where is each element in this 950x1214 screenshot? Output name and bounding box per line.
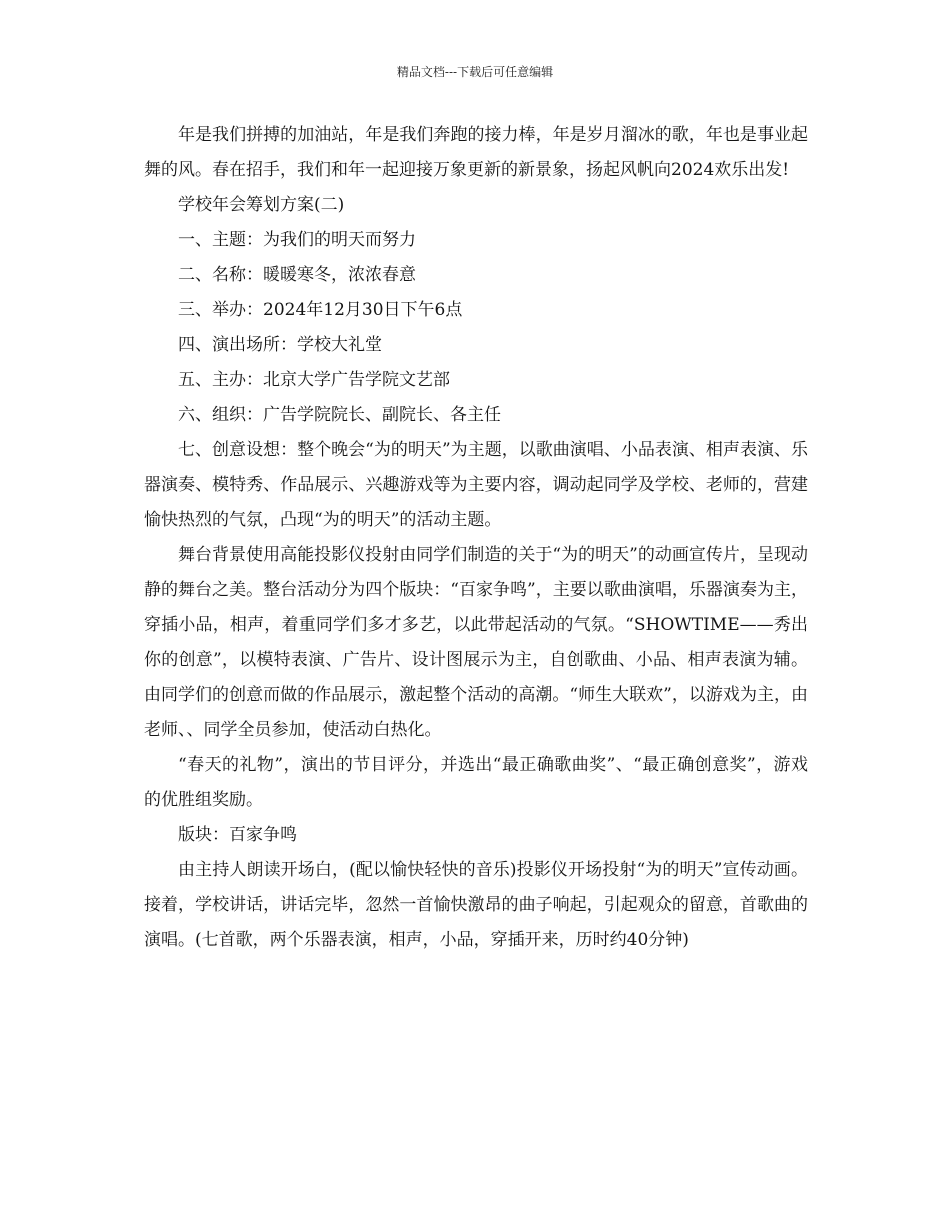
paragraph-awards: “春天的礼物”，演出的节目评分，并选出“最正确歌曲奖”、“最正确创意奖”，游戏的优胜组奖励。 [144, 755, 808, 810]
item-host: 五、主办：北京大学广告学院文艺部 [178, 370, 450, 390]
section-title: 学校年会筹划方案(二) [178, 195, 345, 215]
page-header: 精品文档---下载后可任意编辑 [396, 65, 554, 79]
item-venue: 四、演出场所：学校大礼堂 [178, 335, 382, 355]
item-time: 三、举办：2024年12月30日下午6点 [178, 300, 463, 320]
paragraph-intro: 年是我们拼搏的加油站，年是我们奔跑的接力棒，年是岁月溜冰的歌，年也是事业起舞的风。春在招手，我们和年一起迎接万象更新的新景象，扬起风帆向2024欢乐出发! [144, 125, 808, 180]
paragraph-opening: 由主持人朗读开场白，(配以愉快轻快的音乐)投影仪开场投射“为的明天”宣传动画。接着，学校讲话，讲话完毕，忽然一首愉快激昂的曲子响起，引起观众的留意，首歌曲的演唱。(七首歌，两个乐器表演，相声，小品，穿插开来，历时约40分钟) [144, 860, 808, 950]
document-body [144, 118, 808, 958]
item-name: 二、名称：暖暖寒冬，浓浓春意 [178, 265, 416, 285]
section-block: 版块：百家争鸣 [178, 825, 297, 845]
paragraph-stage: 舞台背景使用高能投影仪投射由同学们制造的关于“为的明天”的动画宣传片，呈现动静的舞台之美。整台活动分为四个版块：“百家争鸣”，主要以歌曲演唱，乐器演奏为主，穿插小品，相声，着重同学们多才多艺，以此带起活动的气氛。“SHOWTIME——秀出你的创意”，以模特表演、广告片、设计图展示为主，自创歌曲、小品、相声表演为辅。由同学们的创意而做的作品展示，激起整个活动的高潮。“师生大联欢”，以游戏为主，由老师、、同学全员参加，使活动白热化。 [144, 545, 808, 740]
item-theme: 一、主题：为我们的明天而努力 [178, 230, 416, 250]
item-organizer: 六、组织：广告学院院长、副院长、各主任 [178, 405, 501, 425]
item-concept: 七、创意设想：整个晚会“为的明天”为主题，以歌曲演唱、小品表演、相声表演、乐器演奏、模特秀、作品展示、兴趣游戏等为主要内容，调动起同学及学校、老师的，营建愉快热烈的气氛，凸现“为的明天”的活动主题。 [144, 440, 808, 530]
